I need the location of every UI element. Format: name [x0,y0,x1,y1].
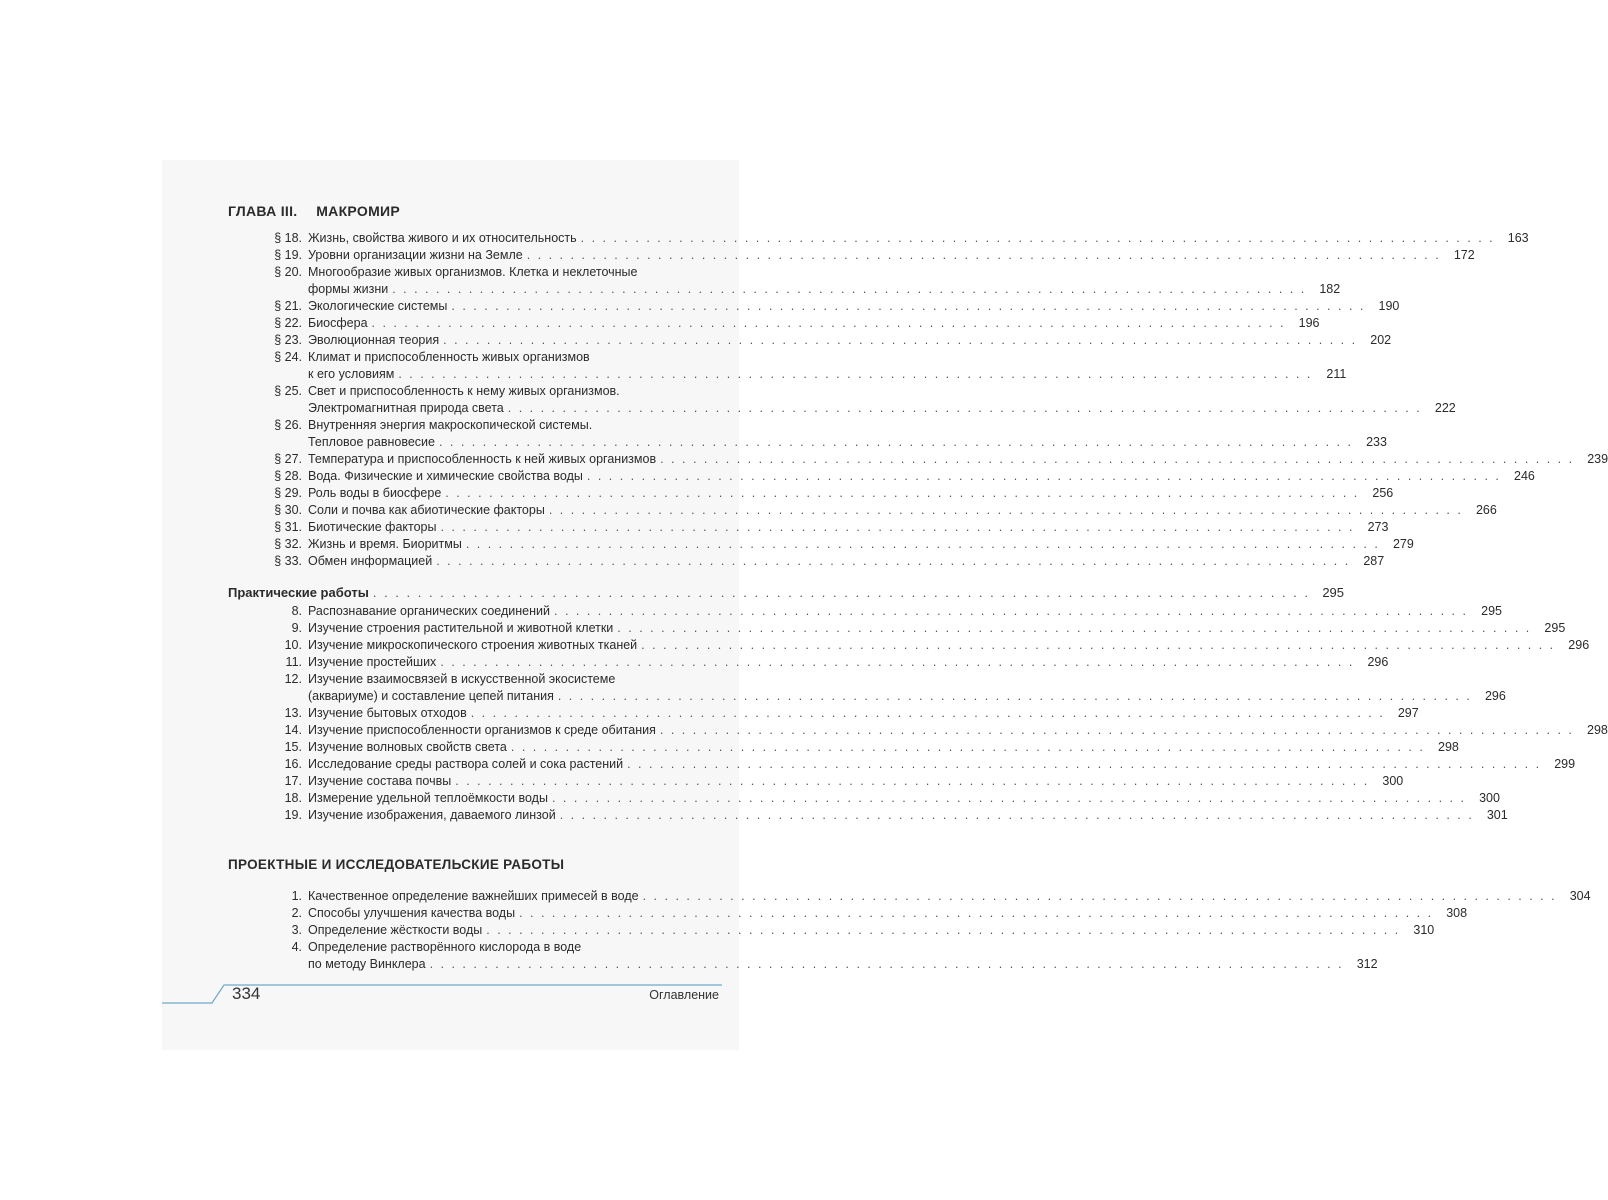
entry-title: Соли и почва как абиотические факторы [308,503,545,517]
entry-title: Распознавание органических соединений [308,604,550,618]
toc-entry [228,705,1419,722]
toc-entry [228,922,1435,939]
entry-title: Биосфера [308,316,368,330]
chapter-title: МАКРОМИР [316,203,401,219]
entry-title: Биотические факторы [308,520,437,534]
toc-entry [228,536,1414,553]
entry-number: § 28. [274,469,302,483]
entry-title: Эволюционная теория [308,333,440,347]
entry-title: формы жизни [308,282,389,296]
entry-number: § 33. [274,554,302,568]
leader-dots: . . . . . . . . . . . . . . . . . . . . . . . . . . . . . . . . . . . . . . . . . . . . . . . . . . . . . . . . . . . . . . . . . . . . . . . . . . . . . . . . . . . . [580,231,1495,245]
entry-page: 163 [1507,231,1529,245]
entry-number: § 23. [274,333,302,347]
entry-title: Изучение приспособленности организмов к среде обитания [308,723,656,737]
leader-dots: . . . . . . . . . . . . . . . . . . . . . . . . . . . . . . . . . . . . . . . . . . . . . . . . . . . . . . . . . . . . . . . . . . . . . . . . . . . . . . . . . . . . [486,923,1401,937]
entry-page: 239 [1587,452,1608,466]
entry-page: 182 [1319,282,1341,296]
entry-number: 19. [284,808,302,822]
practical-heading [228,584,1345,601]
entry-number: 1. [291,889,302,903]
entry-page: 298 [1438,740,1459,754]
toc-entry [228,620,1566,637]
toc-entry [228,298,1400,315]
leader-dots: . . . . . . . . . . . . . . . . . . . . . . . . . . . . . . . . . . . . . . . . . . . . . . . . . . . . . . . . . . . . . . . . . . . . . . . . . . . . . . . . . . . . [507,401,1422,415]
entry-number: 14. [284,723,302,737]
entry-number: 12. [284,672,302,686]
entry-title: Определение жёсткости воды [308,923,483,937]
leader-dots: . . . . . . . . . . . . . . . . . . . . . . . . . . . . . . . . . . . . . . . . . . . . . . . . . . . . . . . . . . . . . . . . . . . . . . . . . . . . . . . . . . . . [371,316,1286,330]
leader-dots: . . . . . . . . . . . . . . . . . . . . . . . . . . . . . . . . . . . . . . . . . . . . . . . . . . . . . . . . . . . . . . . . . . . . . . . . . . . . . . . . . . . . [392,282,1307,296]
leader-dots: . . . . . . . . . . . . . . . . . . . . . . . . . . . . . . . . . . . . . . . . . . . . . . . . . . . . . . . . . . . . . . . . . . . . . . . . . . . . . . . . . . . . [451,299,1366,313]
toc-entry [228,247,1475,264]
entry-page: 256 [1372,486,1394,500]
leader-dots: . . . . . . . . . . . . . . . . . . . . . . . . . . . . . . . . . . . . . . . . . . . . . . . . . . . . . . . . . . . . . . . . . . . . . . . . . . . . . . . . . . . . [526,248,1441,262]
leader-dots: . . . . . . . . . . . . . . . . . . . . . . . . . . . . . . . . . . . . . . . . . . . . . . . . . . . . . . . . . . . . . . . . . . . . . . . . . . . . . . . . . . . . [429,957,1344,971]
leader-dots: . . . . . . . . . . . . . . . . . . . . . . . . . . . . . . . . . . . . . . . . . . . . . . . . . . . . . . . . . . . . . . . . . . . . . . . . . . . . . . . . . . . . [510,740,1425,754]
leader-dots: . . . . . . . . . . . . . . . . . . . . . . . . . . . . . . . . . . . . . . . . . . . . . . . . . . . . . . . . . . . . . . . . . . . . . . . . . . . . . . . . . . . . [660,452,1575,466]
entry-number: 17. [284,774,302,788]
leader-dots: . . . . . . . . . . . . . . . . . . . . . . . . . . . . . . . . . . . . . . . . . . . . . . . . . . . . . . . . . . . . . . . . . . . . . . . . . . . . . . . . . . . . [586,469,1501,483]
entry-title: Изучение простейших [308,655,437,669]
entry-title: Обмен информацией [308,554,433,568]
toc-entry [228,451,1608,468]
entry-page: 310 [1413,923,1435,937]
leader-dots: . . . . . . . . . . . . . . . . . . . . . . . . . . . . . . . . . . . . . . . . . . . . . . . . . . . . . . . . . . . . . . . . . . . . . . . . . . . . . . . . . . . . [627,757,1542,771]
page-number: 334 [232,984,261,1003]
practical-entries [228,603,1608,824]
entry-title: (аквариуме) и составление цепей питания [308,689,554,703]
entry-number: 16. [284,757,302,771]
toc-entry [228,349,1347,383]
entry-number: 8. [291,604,302,618]
entry-number: 9. [291,621,302,635]
chapter-entries [228,230,1608,570]
leader-dots: . . . . . . . . . . . . . . . . . . . . . . . . . . . . . . . . . . . . . . . . . . . . . . . . . . . . . . . . . . . . . . . . . . . . . . . . . . . . . . . . . . . . [559,808,1474,822]
toc-entry [228,905,1468,922]
entry-number: 15. [284,740,302,754]
entry-number: § 21. [274,299,302,313]
toc-entry [228,502,1497,519]
entry-page: 295 [1481,604,1502,618]
toc-entry [228,383,1456,417]
leader-dots: . . . . . . . . . . . . . . . . . . . . . . . . . . . . . . . . . . . . . . . . . . . . . . . . . . . . . . . . . . . . . . . . . . . . . . . . . . . . . . . . . . . . [440,520,1355,534]
entry-number: § 26. [274,418,302,432]
entry-title: Жизнь и время. Биоритмы [308,537,462,551]
entry-page: 296 [1484,689,1506,703]
leader-dots: . . . . . . . . . . . . . . . . . . . . . . . . . . . . . . . . . . . . . . . . . . . . . . . . . . . . . . . . . . . . . . . . . . . . . . . . . . . . . . . . . . . . [455,774,1370,788]
toc-entry [228,519,1389,536]
toc-entry [228,888,1591,905]
entry-title: Исследование среды раствора солей и сока растений [308,757,624,771]
toc-entry [228,332,1392,349]
toc-entry [228,739,1459,756]
entry-title: к его условиям [308,367,395,381]
toc-entry [228,603,1502,620]
leader-dots: . . . . . . . . . . . . . . . . . . . . . . . . . . . . . . . . . . . . . . . . . . . . . . . . . . . . . . . . . . . . . . . . . . . . . . . . . . . . . . . . . . . . [438,435,1353,449]
toc-entry [228,315,1320,332]
entry-number: § 19. [274,248,302,262]
entry-page: 301 [1486,808,1508,822]
chapter-number: ГЛАВА III. [228,203,298,219]
entry-title: Внутренняя энергия макроскопической системы. [308,418,593,432]
entry-page: 190 [1378,299,1400,313]
entry-title: Экологические системы [308,299,448,313]
entry-page: 246 [1514,469,1535,483]
entry-page: 266 [1475,503,1497,517]
chapter-heading [228,200,732,222]
entry-number: 3. [291,923,302,937]
toc-entry [228,939,1378,973]
leader-dots: . . . . . . . . . . . . . . . . . . . . . . . . . . . . . . . . . . . . . . . . . . . . . . . . . . . . . . . . . . . . . . . . . . . . . . . . . . . . . . . . . . . . [465,537,1380,551]
entry-page: 298 [1587,723,1608,737]
toc-entry [228,230,1529,247]
entry-title: Изучение бытовых отходов [308,706,467,720]
leader-dots: . . . . . . . . . . . . . . . . . . . . . . . . . . . . . . . . . . . . . . . . . . . . . . . . . . . . . . . . . . . . . . . . . . . . . . . . . . . . . . . . . . . . [519,906,1434,920]
entry-title: Тепловое равновесие [308,435,435,449]
entry-number: § 32. [274,537,302,551]
entry-title: Изучение состава почвы [308,774,452,788]
running-head: Оглавление [649,988,719,1002]
leader-dots: . . . . . . . . . . . . . . . . . . . . . . . . . . . . . . . . . . . . . . . . . . . . . . . . . . . . . . . . . . . . . . . . . . . . . . . . . . . . . . . . . . . . [659,723,1574,737]
entry-number: § 24. [274,350,302,364]
entry-page: 295 [1544,621,1566,635]
toc-entry [228,790,1500,807]
leader-dots: . . . . . . . . . . . . . . . . . . . . . . . . . . . . . . . . . . . . . . . . . . . . . . . . . . . . . . . . . . . . . . . . . . . . . . . . . . . . . . . . . . . . [372,585,1311,600]
entry-title: Изучение микроскопического строения животных тканей [308,638,638,652]
leader-dots: . . . . . . . . . . . . . . . . . . . . . . . . . . . . . . . . . . . . . . . . . . . . . . . . . . . . . . . . . . . . . . . . . . . . . . . . . . . . . . . . . . . . [436,554,1351,568]
entry-number: § 27. [274,452,302,466]
toc-entry [228,671,1506,705]
entry-number: 18. [284,791,302,805]
table-of-contents [228,200,1608,973]
leader-dots: . . . . . . . . . . . . . . . . . . . . . . . . . . . . . . . . . . . . . . . . . . . . . . . . . . . . . . . . . . . . . . . . . . . . . . . . . . . . . . . . . . . . [548,503,1463,517]
entry-number: 10. [284,638,302,652]
entry-page: 222 [1434,401,1456,415]
leader-dots: . . . . . . . . . . . . . . . . . . . . . . . . . . . . . . . . . . . . . . . . . . . . . . . . . . . . . . . . . . . . . . . . . . . . . . . . . . . . . . . . . . . . [554,604,1468,618]
entry-page: 312 [1356,957,1378,971]
entry-title: Жизнь, свойства живого и их относительность [308,231,577,245]
toc-entry [228,722,1608,739]
leader-dots: . . . . . . . . . . . . . . . . . . . . . . . . . . . . . . . . . . . . . . . . . . . . . . . . . . . . . . . . . . . . . . . . . . . . . . . . . . . . . . . . . . . . [440,655,1355,669]
entry-title: Определение растворённого кислорода в воде [308,940,582,954]
entry-number: 4. [291,940,302,954]
entry-title: Климат и приспособленность живых организмов [308,350,590,364]
entry-title: Способы улучшения качества воды [308,906,516,920]
entry-page: 304 [1569,889,1591,903]
entry-number: § 20. [274,265,302,279]
entry-title: Роль воды в биосфере [308,486,442,500]
leader-dots: . . . . . . . . . . . . . . . . . . . . . . . . . . . . . . . . . . . . . . . . . . . . . . . . . . . . . . . . . . . . . . . . . . . . . . . . . . . . . . . . . . . . [470,706,1385,720]
entry-title: Изучение строения растительной и животной клетки [308,621,614,635]
toc-entry [228,773,1404,790]
page-footer [162,982,739,1012]
practical-title: Практические работы [228,585,369,600]
entry-page: 287 [1363,554,1385,568]
entry-title: Свет и приспособленность к нему живых организмов. [308,384,620,398]
toc-entry [228,654,1389,671]
toc-entry [228,264,1341,298]
entry-number: § 31. [274,520,302,534]
entry-title: Измерение удельной теплоёмкости воды [308,791,548,805]
projects-heading: ПРОЕКТНЫЕ И ИССЛЕДОВАТЕЛЬСКИЕ РАБОТЫ [228,857,565,872]
entry-title: по методу Винклера [308,957,426,971]
entry-page: 296 [1568,638,1590,652]
entry-page: 300 [1382,774,1404,788]
entry-title: Вода. Физические и химические свойства воды [308,469,583,483]
entry-title: Изучение взаимосвязей в искусственной экосистеме [308,672,616,686]
entry-page: 297 [1397,706,1419,720]
practical-page: 295 [1322,585,1345,600]
toc-entry [228,807,1508,824]
toc-entry [228,485,1394,502]
toc-entry [228,417,1387,451]
entry-title: Изучение волновых свойств света [308,740,507,754]
entry-page: 300 [1479,791,1500,805]
leader-dots: . . . . . . . . . . . . . . . . . . . . . . . . . . . . . . . . . . . . . . . . . . . . . . . . . . . . . . . . . . . . . . . . . . . . . . . . . . . . . . . . . . . . [642,889,1557,903]
entry-page: 308 [1446,906,1468,920]
entry-page: 196 [1298,316,1320,330]
entry-number: 11. [285,655,302,669]
entry-page: 211 [1326,367,1347,381]
entry-page: 202 [1370,333,1392,347]
leader-dots: . . . . . . . . . . . . . . . . . . . . . . . . . . . . . . . . . . . . . . . . . . . . . . . . . . . . . . . . . . . . . . . . . . . . . . . . . . . . . . . . . . . . [445,486,1360,500]
entry-title: Уровни организации жизни на Земле [308,248,523,262]
leader-dots: . . . . . . . . . . . . . . . . . . . . . . . . . . . . . . . . . . . . . . . . . . . . . . . . . . . . . . . . . . . . . . . . . . . . . . . . . . . . . . . . . . . . [398,367,1313,381]
leader-dots: . . . . . . . . . . . . . . . . . . . . . . . . . . . . . . . . . . . . . . . . . . . . . . . . . . . . . . . . . . . . . . . . . . . . . . . . . . . . . . . . . . . . [641,638,1556,652]
project-entries [228,888,1591,973]
leader-dots: . . . . . . . . . . . . . . . . . . . . . . . . . . . . . . . . . . . . . . . . . . . . . . . . . . . . . . . . . . . . . . . . . . . . . . . . . . . . . . . . . . . . [443,333,1358,347]
leader-dots: . . . . . . . . . . . . . . . . . . . . . . . . . . . . . . . . . . . . . . . . . . . . . . . . . . . . . . . . . . . . . . . . . . . . . . . . . . . . . . . . . . . . [551,791,1466,805]
toc-entry [228,553,1385,570]
entry-page: 233 [1366,435,1387,449]
entry-page: 172 [1453,248,1475,262]
entry-number: § 22. [274,316,302,330]
entry-title: Температура и приспособленность к ней живых организмов [308,452,657,466]
leader-dots: . . . . . . . . . . . . . . . . . . . . . . . . . . . . . . . . . . . . . . . . . . . . . . . . . . . . . . . . . . . . . . . . . . . . . . . . . . . . . . . . . . . . [617,621,1532,635]
entry-number: § 29. [274,486,302,500]
entry-title: Многообразие живых организмов. Клетка и неклеточные [308,265,638,279]
leader-dots: . . . . . . . . . . . . . . . . . . . . . . . . . . . . . . . . . . . . . . . . . . . . . . . . . . . . . . . . . . . . . . . . . . . . . . . . . . . . . . . . . . . . [557,689,1472,703]
entry-title: Изучение изображения, даваемого линзой [308,808,556,822]
entry-number: § 18. [274,231,302,245]
entry-page: 273 [1367,520,1389,534]
toc-entry [228,756,1576,773]
entry-number: 13. [284,706,302,720]
entry-number: 2. [291,906,302,920]
toc-entry [228,468,1535,485]
entry-number: § 30. [274,503,302,517]
entry-title: Качественное определение важнейших примесей в воде [308,889,639,903]
entry-page: 296 [1367,655,1389,669]
entry-number: § 25. [274,384,302,398]
entry-page: 279 [1392,537,1414,551]
toc-entry [228,637,1590,654]
entry-title: Электромагнитная природа света [308,401,504,415]
entry-page: 299 [1554,757,1576,771]
